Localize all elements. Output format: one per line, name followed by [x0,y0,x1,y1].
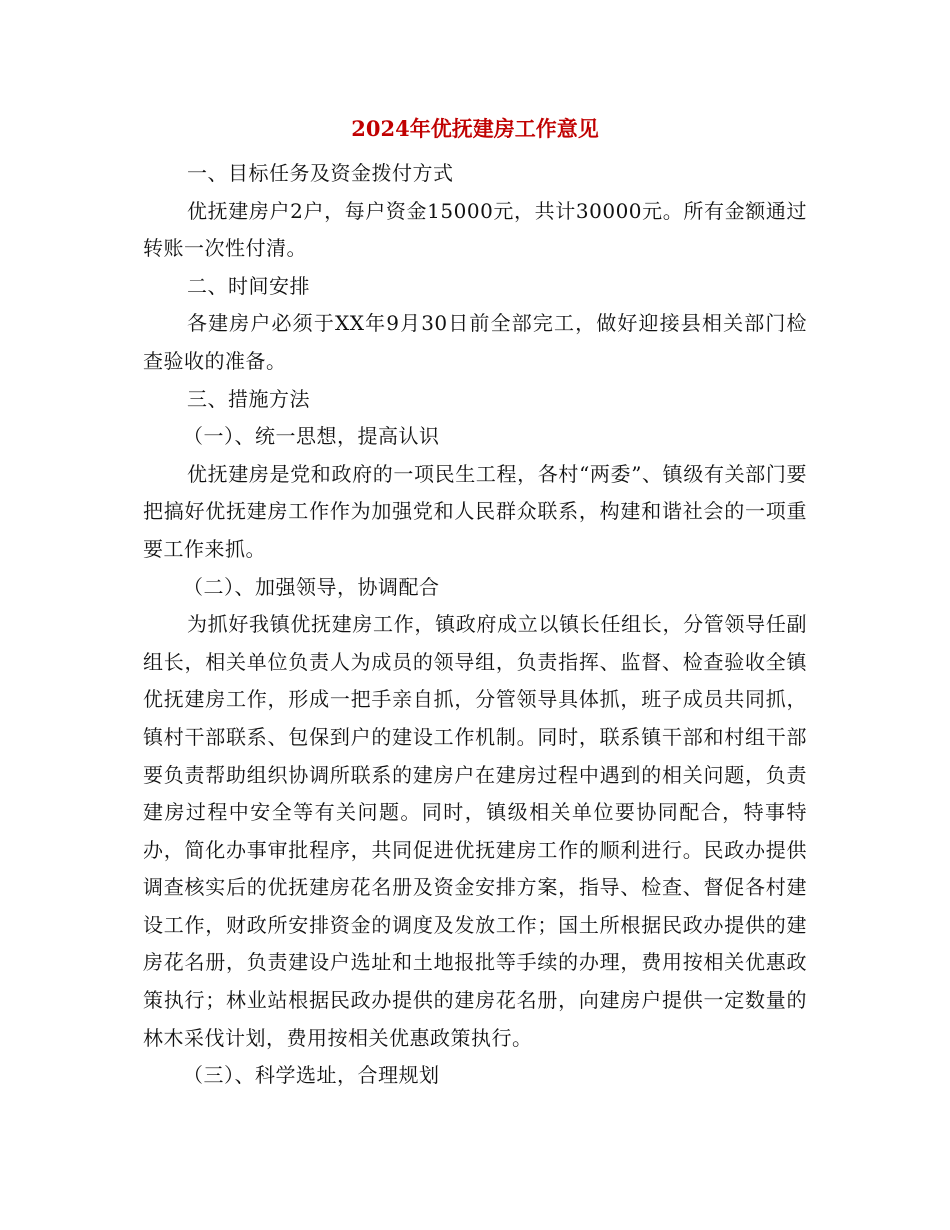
subsection-heading-3: （三）、科学选址，合理规划 [183,1063,440,1088]
section-heading-3: 三、措施方法 [187,386,310,411]
section-heading-2: 二、时间安排 [187,273,310,298]
document-body [143,155,807,1095]
section-heading-1: 一、目标任务及资金拨付方式 [187,161,454,185]
paragraph-leadership: 为抓好我镇优抚建房工作，镇政府成立以镇长任组长，分管领导任副组长，相关单位负责人为成员的领导组，负责指挥、监督、检查验收全镇优抚建房工作，形成一把手亲自抓，分管领导具体抓，班子成员共同抓，镇村干部联系、包保到户的建设工作机制。同时，联系镇干部和村组干部要负责帮助组织协调所联系的建房户在建房过程中遇到的相关问题，负责建房过程中安全等有关问题。同时，镇级相关单位要协同配合，特事特办，简化办事审批程序，共同促进优抚建房工作的顺利进行。民政办提供调查核实后的优抚建房花名册及资金安排方案，指导、检查、督促各村建设工作，财政所安排资金的调度及发放工作；国土所根据民政办提供的建房花名册，负责建设户选址和土地报批等手续的办理，费用按相关优惠政策执行；林业站根据民政办提供的建房花名册，向建房户提供一定数量的林木采伐计划，费用按相关优惠政策执行。 [143,612,807,1050]
paragraph-awareness: 优抚建房是党和政府的一项民生工程，各村“两委”、镇级有关部门要把搞好优抚建房工作作为加强党和人民群众联系，构建和谐社会的一项重要工作来抓。 [143,461,807,561]
subsection-heading-2: （二）、加强领导，协调配合 [183,574,440,599]
paragraph-schedule: 各建房户必须于XX年9月30日前全部完工，做好迎接县相关部门检查验收的准备。 [143,311,807,373]
subsection-heading-1: （一）、统一思想，提高认识 [183,424,440,449]
paragraph-funding: 优抚建房户2户，每户资金15000元，共计30000元。所有金额通过转账一次性付清。 [143,198,807,261]
document-title: 2024年优抚建房工作意见 [351,116,599,141]
